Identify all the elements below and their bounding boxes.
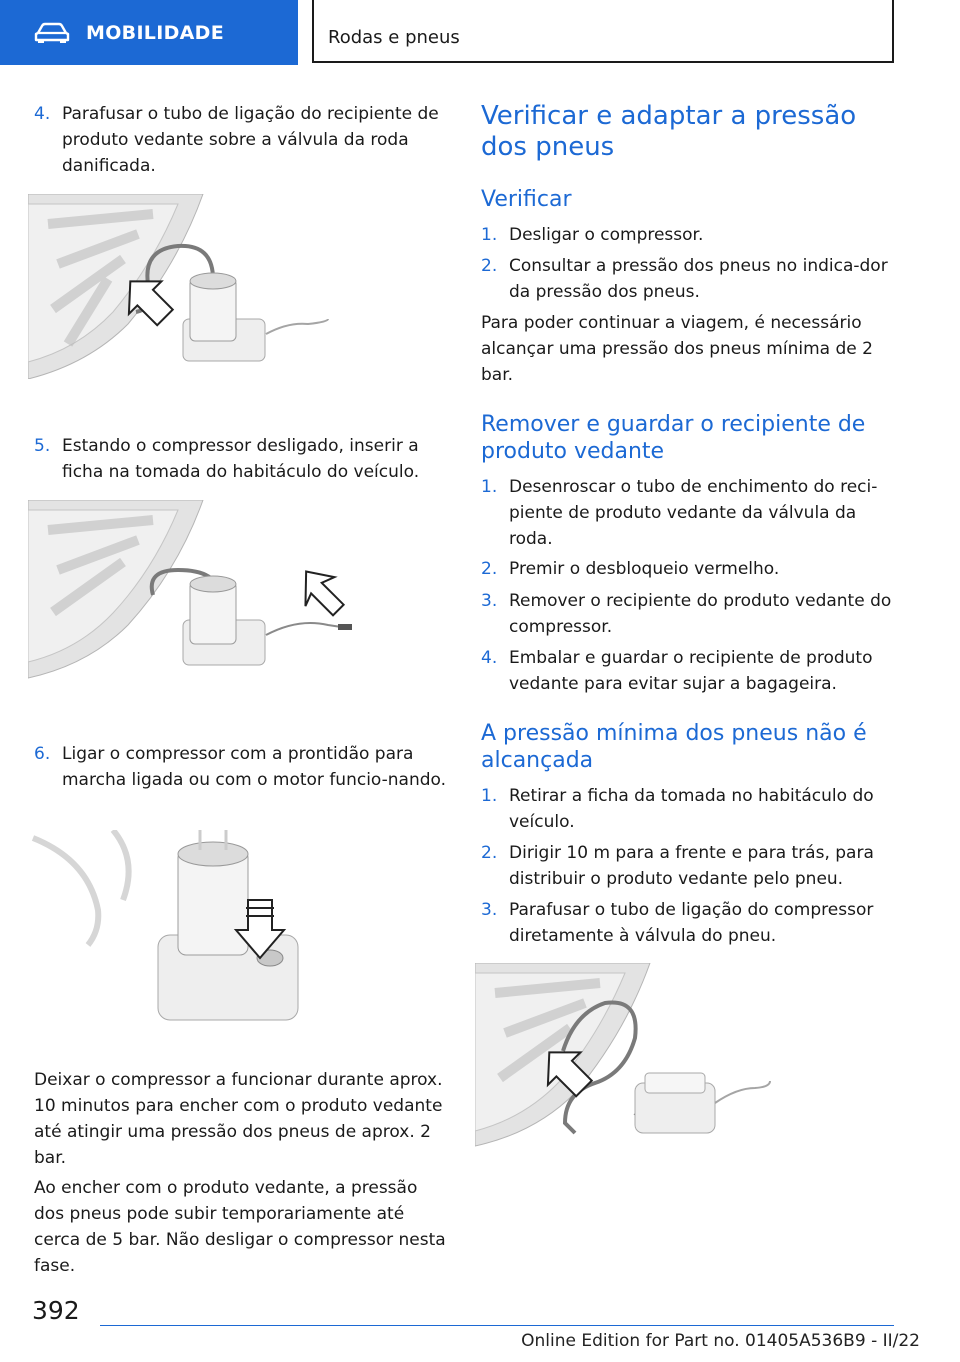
step-number: 1. xyxy=(481,225,498,245)
list-item xyxy=(481,588,896,640)
step-number: 5. xyxy=(34,436,51,456)
step-number: 6. xyxy=(34,744,51,764)
step-number: 1. xyxy=(481,477,498,497)
step-text: Retirar a ficha da tomada no habitáculo do veículo. xyxy=(509,786,874,832)
subheading: Verificar xyxy=(481,187,572,212)
step-text: Desligar o compressor. xyxy=(509,225,704,245)
chapter-title: Rodas e pneus xyxy=(328,27,460,48)
step-number: 1. xyxy=(481,786,498,806)
list-item xyxy=(481,556,896,582)
list-item xyxy=(481,645,896,697)
paragraph: Para poder continuar a viagem, é necessário alcançar uma pressão dos pneus mínima de 2 bar. xyxy=(481,313,873,385)
sealant-hose-to-valve-illustration xyxy=(28,194,358,379)
list-item xyxy=(34,433,448,485)
step-number: 3. xyxy=(481,900,498,920)
list-item xyxy=(481,253,896,305)
step-text: Embalar e guardar o recipiente de produto vedante para evitar sujar a bagageira. xyxy=(509,648,873,694)
step-number: 3. xyxy=(481,591,498,611)
step-text: Parafusar o tubo de ligação do recipiente de produto vedante sobre a válvula da roda danificada. xyxy=(62,104,439,176)
step-text: Remover o recipiente do produto vedante do compressor. xyxy=(509,591,892,637)
subheading: A pressão mínima dos pneus não é alcançada xyxy=(481,721,867,773)
list-item xyxy=(481,783,896,835)
step-number: 4. xyxy=(481,648,498,668)
plug-into-socket-illustration xyxy=(28,500,358,680)
step-number: 4. xyxy=(34,104,51,124)
compressor-hose-to-valve-illustration xyxy=(475,963,775,1148)
page-number: 392 xyxy=(32,1296,80,1325)
paragraph: Deixar o compressor a funcionar durante aprox. 10 minutos para encher com o produto vedante até atingir uma pressão dos pneus de aprox. 2 bar. xyxy=(34,1070,443,1168)
list-item xyxy=(481,474,896,552)
list-item xyxy=(34,741,448,793)
compressor-power-button-illustration xyxy=(28,830,358,1030)
paragraph: Ao encher com o produto vedante, a pressão dos pneus pode subir temporariamente até cerca de 5 bar. Não desligar o compressor nesta fase. xyxy=(34,1178,446,1276)
subheading: Remover e guardar o recipiente de produto vedante xyxy=(481,412,866,464)
section-title: MOBILIDADE xyxy=(86,21,225,44)
list-item xyxy=(34,101,448,179)
car-icon xyxy=(34,22,70,44)
chapter-header xyxy=(312,0,894,63)
footer-divider xyxy=(100,1325,894,1326)
edition-label: Online Edition for Part no. 01405A536B9 - II/22 xyxy=(521,1331,920,1351)
step-text: Desenroscar o tubo de enchimento do reci-piente de produto vedante da válvula da roda. xyxy=(509,477,878,549)
step-text: Dirigir 10 m para a frente e para trás, para distribuir o produto vedante pelo pneu. xyxy=(509,843,874,889)
step-number: 2. xyxy=(481,843,498,863)
step-text: Parafusar o tubo de ligação do compressor diretamente à válvula do pneu. xyxy=(509,900,874,946)
step-text: Premir o desbloqueio vermelho. xyxy=(509,559,780,579)
step-number: 2. xyxy=(481,559,498,579)
list-item xyxy=(481,222,896,248)
step-text: Consultar a pressão dos pneus no indica-dor da pressão dos pneus. xyxy=(509,256,888,302)
list-item xyxy=(481,840,896,892)
list-item xyxy=(481,897,896,949)
section-heading: Verificar e adaptar a pressão dos pneus xyxy=(481,101,857,162)
step-text: Ligar o compressor com a prontidão para marcha ligada ou com o motor funcio-nando. xyxy=(62,744,447,790)
section-tab[interactable] xyxy=(0,0,298,65)
step-text: Estando o compressor desligado, inserir a ficha na tomada do habitáculo do veículo. xyxy=(62,436,420,482)
step-number: 2. xyxy=(481,256,498,276)
